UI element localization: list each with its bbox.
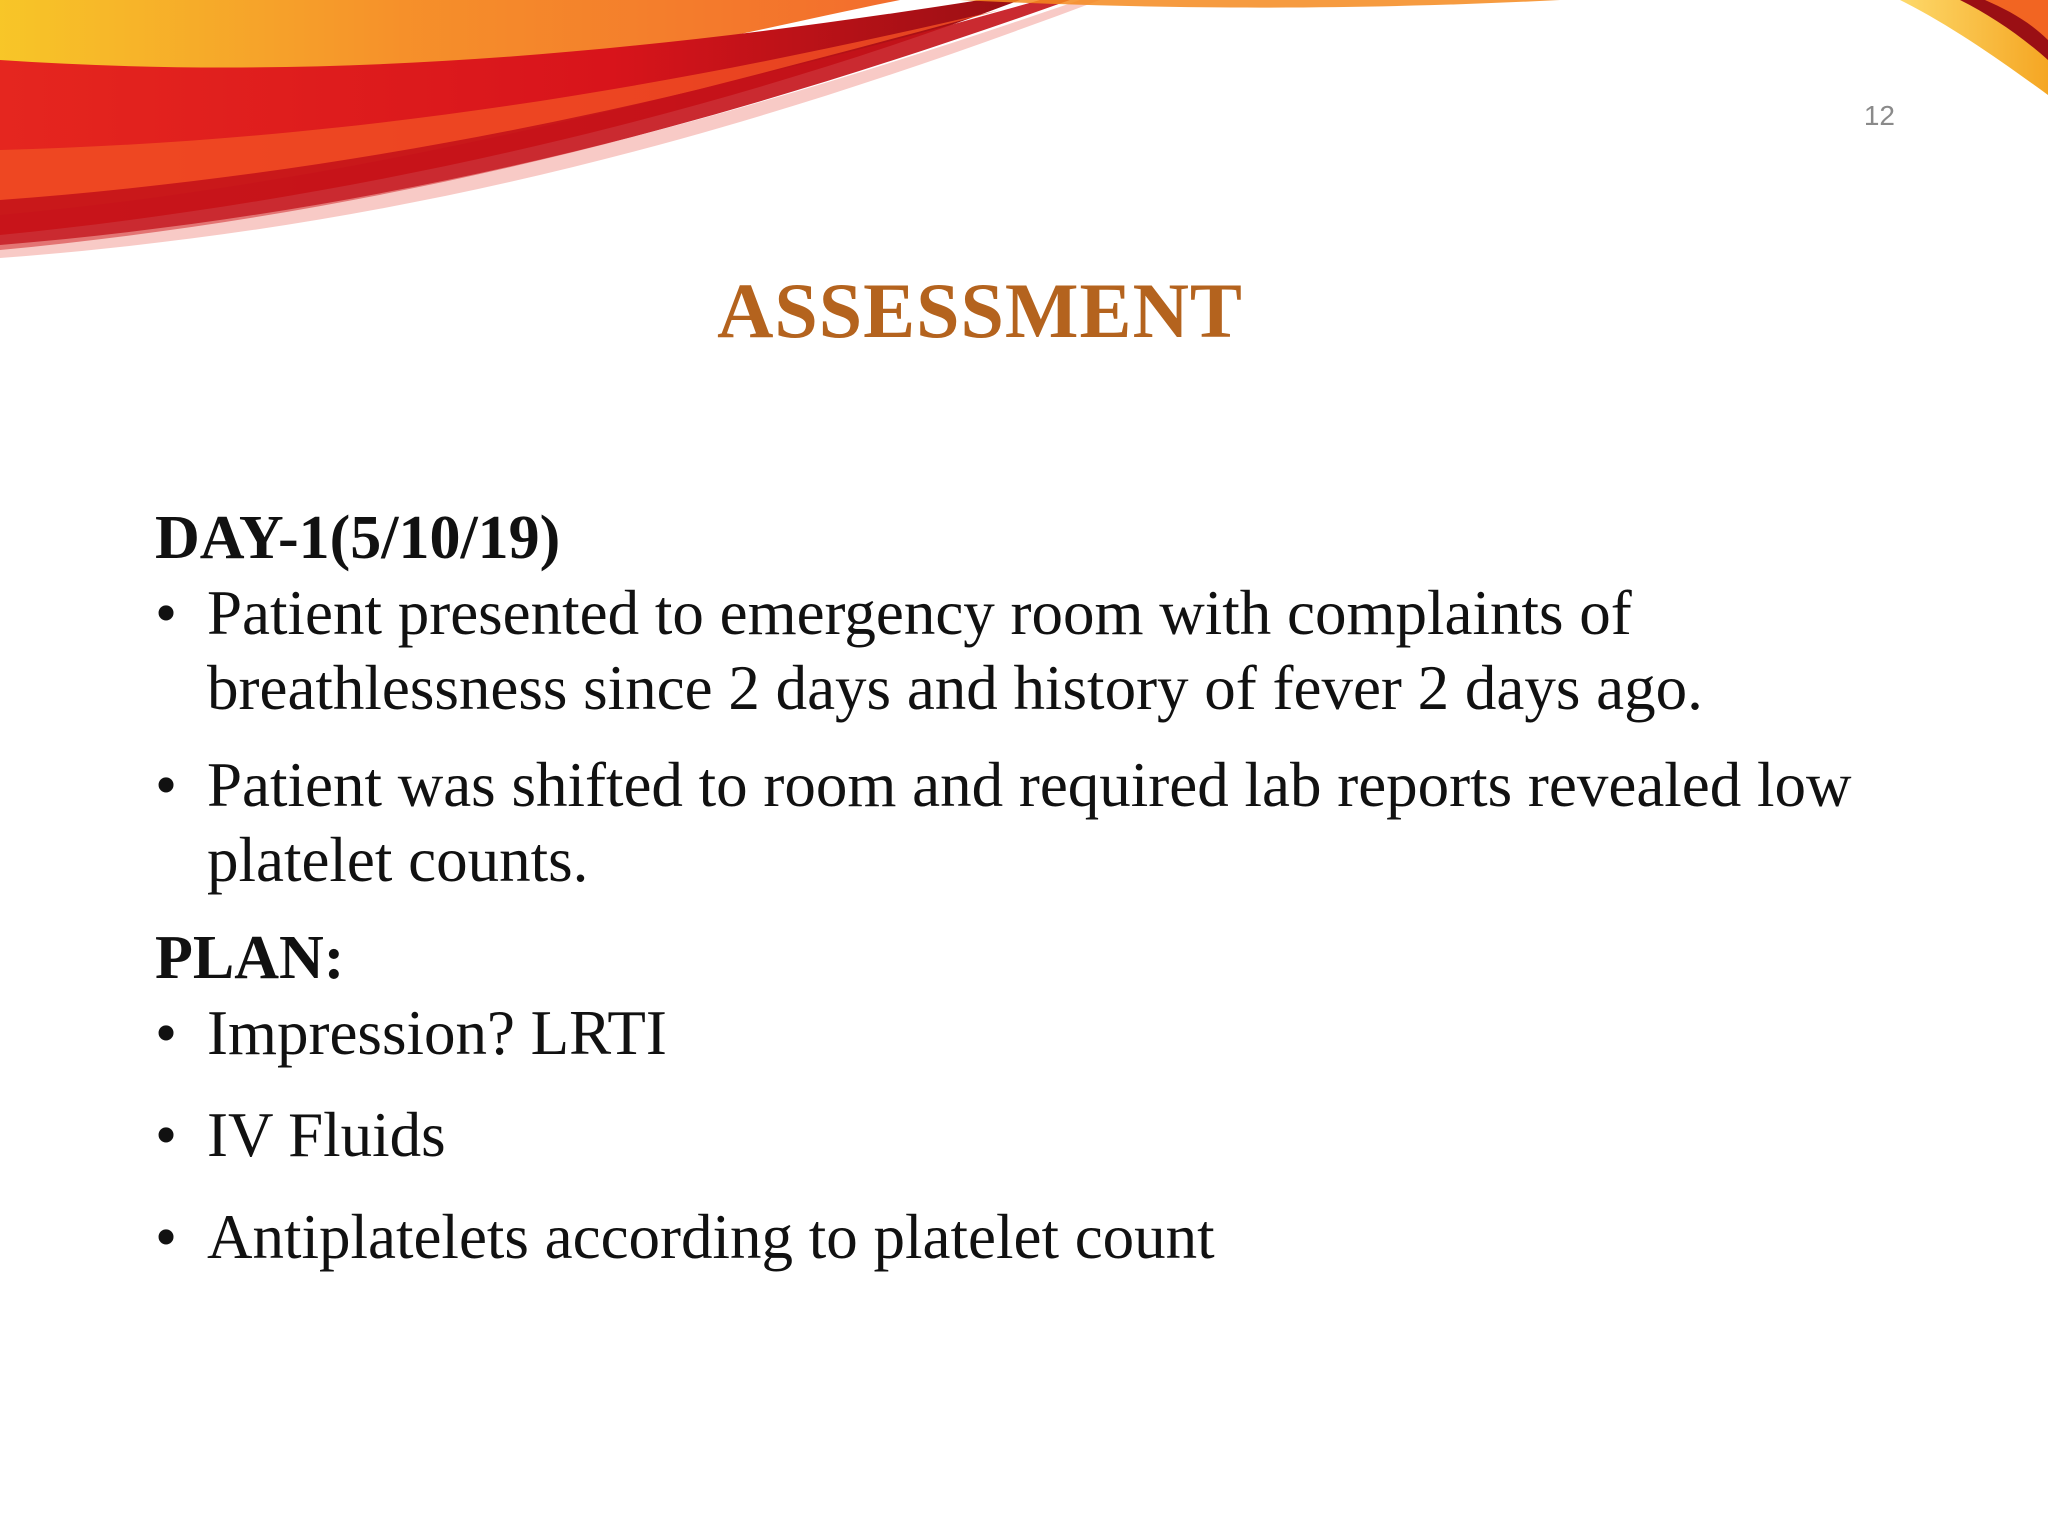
bullet-icon: • (155, 1202, 178, 1272)
bullet-text: Patient was shifted to room and required lab reports revealed low platelet counts. (207, 750, 1852, 895)
list-item (155, 996, 1915, 1071)
plan-heading: PLAN: (155, 924, 345, 992)
list-item (155, 1200, 1915, 1275)
slide-body (155, 500, 1915, 1302)
bullet-text: Patient presented to emergency room with complaints of breathlessness since 2 days and history of fever 2 days ago. (207, 578, 1703, 723)
bullet-text: Antiplatelets according to platelet count (207, 1202, 1215, 1272)
bullet-icon: • (155, 1100, 178, 1170)
slide-number: 12 (1863, 100, 1895, 131)
bullet-text: IV Fluids (207, 1100, 446, 1170)
plan-bullet-list (155, 996, 1915, 1275)
bullet-icon: • (155, 750, 178, 820)
list-item (155, 576, 1915, 726)
list-item (155, 748, 1915, 898)
ribbon-decoration (0, 0, 2048, 260)
slide-title: ASSESSMENT (717, 267, 1243, 354)
day-1-bullet-list (155, 576, 1915, 898)
list-item (155, 1098, 1915, 1173)
day-1-heading: DAY-1(5/10/19) (155, 504, 561, 572)
bullet-text: Impression? LRTI (207, 998, 667, 1068)
bullet-icon: • (155, 578, 178, 648)
bullet-icon: • (155, 998, 178, 1068)
